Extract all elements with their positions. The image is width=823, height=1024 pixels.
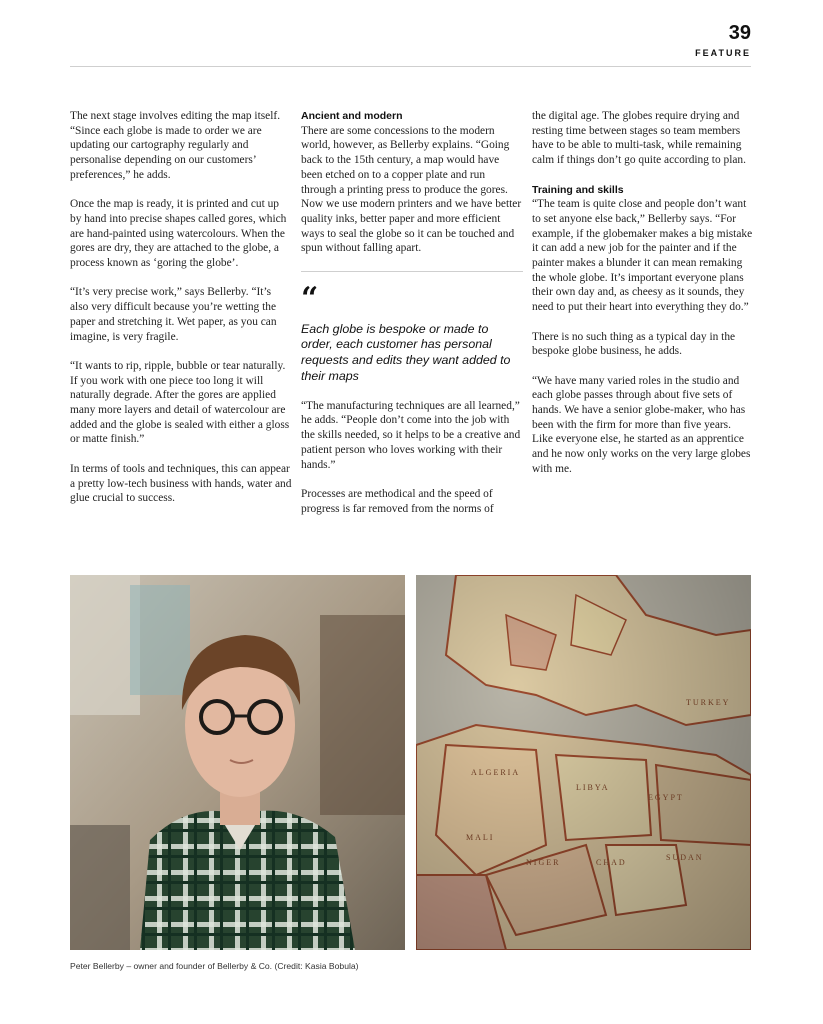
paragraph: Once the map is ready, it is printed and cut up by hand into precise shapes called gores, which are hand-painted using watercolours. When the gores are dry, they are attached to the globe, a process known as ‘goring the globe’.	[70, 198, 287, 270]
pullquote-rule	[301, 271, 523, 272]
paragraph: “It wants to rip, ripple, bubble or tear naturally. If you work with one piece too long it will naturally degrade. After the gores are applied many more layers and detail of watercolour are added and the globe is sealed with either a gloss or matte finish.”	[70, 359, 290, 446]
pullquote: Each globe is bespoke or made to order, each customer has personal requests and edits they want added to their maps	[301, 321, 511, 383]
paragraph: “It’s very precise work,” says Bellerby. “It’s also very difficult because you’re wetting the paper and stretching it. Wet paper, as you can imagine, is very fragile.	[70, 286, 277, 343]
photo-caption: Peter Bellerby – owner and founder of Bellerby & Co. (Credit: Kasia Bobula)	[70, 961, 359, 971]
map-label-niger: NIGER	[526, 858, 561, 867]
paragraph: “The team is quite close and people don’t want to set anyone else back,” Bellerby says. “For example, if the globemaker makes a big mistake it can add a new job for the painter and if the painter makes a blunder it can mean remaking the whole globe. It’s important everyone plans their own day and, as cheesy as it sounds, they need to put their heart into everything they do.”	[532, 198, 753, 314]
subheading-ancient-and-modern: Ancient and modern	[301, 110, 403, 122]
paragraph: Processes are methodical and the speed of progress is far removed from the norms of	[301, 487, 494, 515]
column-2	[301, 109, 523, 531]
paragraph: The next stage involves editing the map itself. “Since each globe is made to order we are updating our cartography regularly and personalise depending on our customers’ preferences,” he adds.	[70, 110, 281, 181]
map-label-sudan: SUDAN	[666, 853, 704, 862]
paragraph: “The manufacturing techniques are all learned,” he adds. “People don’t come into the job with the skills needed, so it helps to be a creative and patient person who loves working with their hands.”	[301, 399, 521, 471]
map-label-turkey: TURKEY	[686, 698, 731, 707]
portrait-photo	[70, 575, 405, 950]
column-3	[532, 109, 754, 491]
paragraph: “We have many varied roles in the studio and each globe passes through about five sets of hands. We have a senior globe-maker, who has been with the firm for more than five years. Like everyone else, he started as an apprentice and he now only works on the very large globes with me.	[532, 374, 751, 475]
map-label-egypt: EGYPT	[648, 793, 684, 802]
map-label-libya: LIBYA	[576, 783, 610, 792]
map-label-mali: MALI	[466, 833, 495, 842]
map-label-algeria: ALGERIA	[471, 768, 521, 777]
column-1	[70, 109, 292, 521]
globe-map-photo	[416, 575, 751, 950]
page-number: 39	[728, 22, 751, 44]
paragraph: There is no such thing as a typical day in the bespoke globe business, he adds.	[532, 330, 736, 358]
paragraph: There are some concessions to the modern world, however, as Bellerby explains. “Going back to the 15th century, a map would have been etched on to a copper plate and run through a printing press to produce the gores. Now we use modern printers and we have better quality inks, better paper and more efficient ways to seal the globe so it can be touched and spun without falling apart.	[301, 124, 522, 255]
header-rule	[70, 66, 751, 67]
paragraph: the digital age. The globes require drying and resting time between stages so team members have to be able to multi-task, while remaining calm if things don’t go quite according to plan.	[532, 110, 746, 167]
map-label-chad: CHAD	[596, 858, 627, 867]
quote-mark-icon: “	[301, 280, 319, 316]
section-label: FEATURE	[695, 48, 751, 58]
paragraph: In terms of tools and techniques, this can appear a pretty low-tech business with hands, water and glue crucial to success.	[70, 462, 292, 505]
subheading-training-and-skills: Training and skills	[532, 183, 624, 196]
